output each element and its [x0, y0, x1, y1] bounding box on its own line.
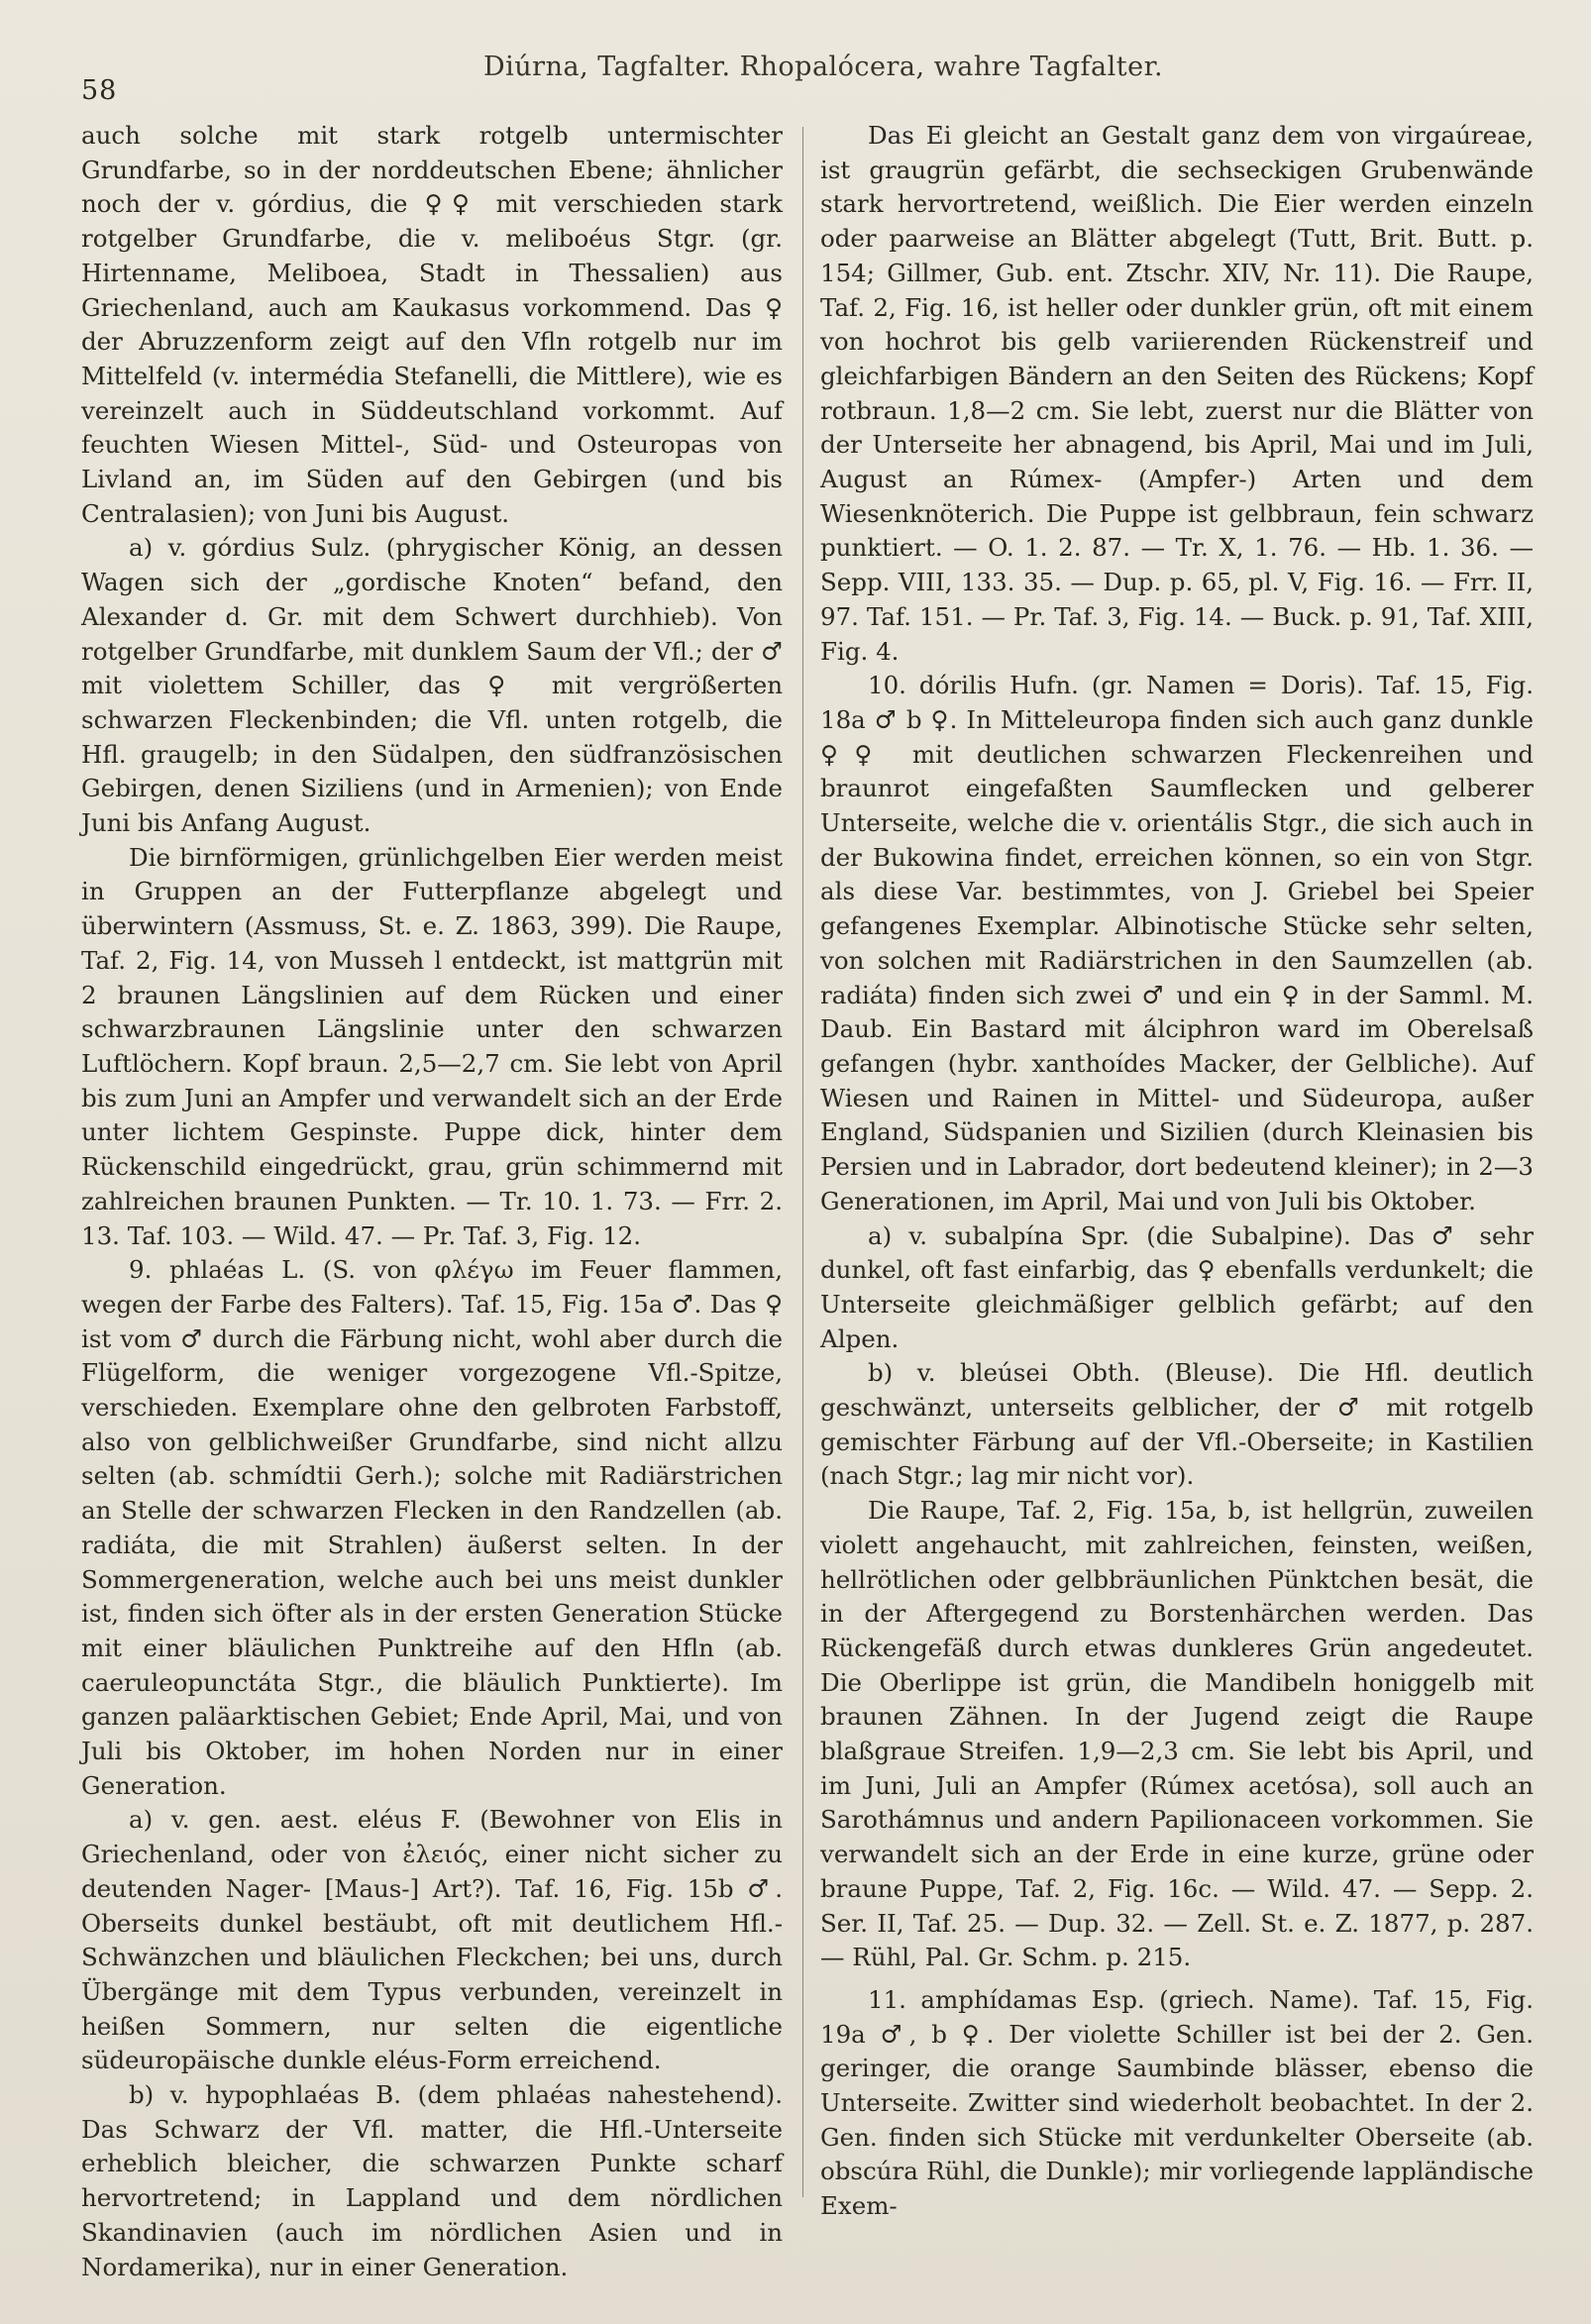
paragraph: auch solche mit stark rotgelb untermischter Grundfarbe, so in der norddeutschen Ebene; ähnlicher noch der v. górdius, die ♀♀ mit verschieden stark rotgelber Grundfarbe, die v. meliboéus Stgr. (gr. Hirtenname, Meliboea, Stadt in Thessalien) aus Griechenland, auch am Kaukasus vorkommend. Das ♀ der Abruzzenform zeigt auf den Vfln rotgelb nur im Mittelfeld (v. intermédia Stefanelli, die Mittlere), wie es vereinzelt auch in Süddeutschland vorkommt. Auf feuchten Wiesen Mittel-, Süd- und Osteuropas von Livland an, im Süden auf den Gebirgen (und bis Centralasien); von Juni bis August. — [81, 121, 783, 528]
page-number: 58 — [81, 75, 118, 106]
paragraph: a) v. gen. aest. eléus F. (Bewohner von Elis in Griechenland, oder von ἐλειός, einer nicht sicher zu deutenden Nager- [Maus-] Art?). Taf. 16, Fig. 15b ♂. Oberseits dunkel bestäubt, oft mit deutlichem Hfl.-Schwänzchen und bläulichen Fleckchen; bei uns, durch Übergänge mit dem Typus verbunden, vereinzelt in heißen Sommern, nur selten die eigentliche südeuropäische dunkle eléus-Form erreichend. — [81, 1805, 783, 2075]
column-divider — [802, 127, 803, 2197]
paragraph: a) v. subalpína Spr. (die Subalpine). Das ♂ sehr dunkel, oft fast einfarbig, das ♀ ebenfalls verdunkelt; die Unterseite gleichmäßiger gelblich gefärbt; auf den Alpen. — [820, 1220, 1534, 1353]
left-column — [81, 119, 783, 2284]
paragraph: a) v. górdius Sulz. (phrygischer König, an dessen Wagen sich der „gordische Knoten“ befand, den Alexander d. Gr. mit dem Schwert durchhieb). Von rotgelber Grundfarbe, mit dunklem Saum der Vfl.; der ♂ mit violettem Schiller, das ♀ mit vergrößerten schwarzen Fleckenbinden; die Vfl. unten rotgelb, die Hfl. graugelb; in den Südalpen, den südfranzösischen Gebirgen, denen Siziliens (und in Armenien); von Ende Juni bis Anfang August. — [81, 533, 783, 838]
paragraph: b) v. bleúsei Obth. (Bleuse). Die Hfl. deutlich geschwänzt, unterseits gelblicher, der ♂ mit rotgelb gemischter Färbung auf der Vfl.-Oberseite; in Kastilien (nach Stgr.; lag mir nicht vor). — [820, 1358, 1534, 1491]
species-entry-phlaeas: 9. phlaéas L. (S. von φλέγω im Feuer flammen, wegen der Farbe des Falters). Taf. 15, Fig. 15a ♂. Das ♀ ist vom ♂ durch die Färbung nicht, wohl aber durch die Flügelform, die weniger vorgezogene Vfl.-Spitze, verschieden. Exemplare ohne den gelbroten Farbstoff, also von gelblichweißer Grundfarbe, sind nicht allzu selten (ab. schmídtii Gerh.); solche mit Radiärstrichen an Stelle der schwarzen Flecken in den Randzellen (ab. radiáta, die mit Strahlen) äußerst selten. In der Sommergeneration, welche auch bei uns meist dunkler ist, finden sich öfter als in der ersten Generation Stücke mit einer bläulichen Punktreihe auf den Hfln (ab. caeruleopunctáta Stgr., die bläulich Punktierte). Im ganzen paläarktischen Gebiet; Ende April, Mai, und von Juli bis Oktober, im hohen Norden nur in einer Generation. — [81, 1255, 783, 1800]
paragraph: b) v. hypophlaéas B. (dem phlaéas nahestehend). Das Schwarz der Vfl. matter, die Hfl.-Unterseite erheblich bleicher, die schwarzen Punkte scharf hervortretend; in Lappland und dem nördlichen Skandinavien (auch im nördlichen Asien und in Nordamerika), nur in einer Generation. — [81, 2080, 783, 2281]
right-column — [820, 119, 1534, 2224]
species-entry-amphidamas: 11. amphídamas Esp. (griech. Name). Taf. 15, Fig. 19a ♂, b ♀. Der violette Schiller ist bei der 2. Gen. geringer, die orange Saumbinde blässer, ebenso die Unterseite. Zwitter sind wiederholt beobachtet. In der 2. Gen. finden sich Stücke mit verdunkelter Oberseite (ab. obscúra Rühl, die Dunkle); mir vorliegende lappländische Exem- — [820, 1984, 1534, 2221]
paragraph: Das Ei gleicht an Gestalt ganz dem von virgaúreae, ist graugrün gefärbt, die sechseckigen Grubenwände stark hervortretend, weißlich. Die Eier werden einzeln oder paarweise an Blätter abgelegt (Tutt, Brit. Butt. p. 154; Gillmer, Gub. ent. Ztschr. XIV, Nr. 11). Die Raupe, Taf. 2, Fig. 16, ist heller oder dunkler grün, oft mit einem von hochrot bis gelb variierenden Rückenstreif und gleichfarbigen Bändern an den Seiten des Rückens; Kopf rotbraun. 1,8—2 cm. Sie lebt, zuerst nur die Blätter von der Unterseite her abnagend, bis April, Mai und im Juli, August an Rúmex- (Ampfer-) Arten und dem Wiesenknöterich. Die Puppe ist gelbbraun, fein schwarz punktiert. — O. 1. 2. 87. — Tr. X, 1. 76. — Hb. 1. 36. — Sepp. VIII, 133. 35. — Dup. p. 65, pl. V, Fig. 16. — Frr. II, 97. Taf. 151. — Pr. Taf. 3, Fig. 14. — Buck. p. 91, Taf. XIII, Fig. 4. — [820, 121, 1534, 666]
paragraph: Die Raupe, Taf. 2, Fig. 15a, b, ist hellgrün, zuweilen violett angehaucht, mit zahlreichen, feinsten, weißen, hellrötlichen oder gelbbräunlichen Pünktchen besät, die in der Aftergegend zu Borstenhärchen werden. Das Rückengefäß durch etwas dunkleres Grün angedeutet. Die Oberlippe ist grün, die Mandibeln honiggelb mit braunen Zähnen. In der Jugend zeigt die Raupe blaßgraue Streifen. 1,9—2,3 cm. Sie lebt bis April, und im Juni, Juli an Ampfer (Rúmex acetósa), soll auch an Sarothámnus und andern Papilionaceen vorkommen. Sie verwandelt sich an der Erde in eine kurze, grüne oder braune Puppe, Taf. 2, Fig. 16c. — Wild. 47. — Sepp. 2. Ser. II, Taf. 25. — Dup. 32. — Zell. St. e. Z. 1877, p. 287. — Rühl, Pal. Gr. Schm. p. 215. — [820, 1496, 1534, 1972]
paragraph: Die birnförmigen, grünlichgelben Eier werden meist in Gruppen an der Futterpflanze abgelegt und überwintern (Assmuss, St. e. Z. 1863, 399). Die Raupe, Taf. 2, Fig. 14, von Musseh l entdeckt, ist mattgrün mit 2 braunen Längslinien auf dem Rücken und einer schwarzbraunen Längslinie unter den schwarzen Luftlöchern. Kopf braun. 2,5—2,7 cm. Sie lebt von April bis zum Juni an Ampfer und verwandelt sich an der Erde unter lichtem Gespinste. Puppe dick, hinter dem Rückenschild eingedrückt, grau, grün schimmernd mit zahlreichen braunen Punkten. — Tr. 10. 1. 73. — Frr. 2. 13. Taf. 103. — Wild. 47. — Pr. Taf. 3, Fig. 12. — [81, 842, 783, 1250]
running-head: Diúrna, Tagfalter. Rhopalócera, wahre Tagfalter. — [483, 52, 1164, 82]
species-entry-dorilis: 10. dórilis Hufn. (gr. Namen = Doris). Taf. 15, Fig. 18a ♂ b ♀. In Mitteleuropa finden sich auch ganz dunkle ♀♀ mit deutlichen schwarzen Fleckenreihen und braunrot eingefaßten Saumflecken und gelberer Unterseite, welche die v. orientális Stgr., die sich auch in der Bukowina findet, erreichen können, so ein von Stgr. als diese Var. bestimmtes, von J. Griebel bei Speier gefangenes Exemplar. Albinotische Stücke sehr selten, von solchen mit Radiärstrichen in den Saumzellen (ab. radiáta) finden sich zwei ♂ und ein ♀ in der Samml. M. Daub. Ein Bastard mit álciphron ward im Oberelsaß gefangen (hybr. xanthoídes Macker, der Gelbliche). Auf Wiesen und Rainen in Mittel- und Südeuropa, außer England, Südspanien und Sizilien (durch Kleinasien bis Persien und in Labrador, dort bedeutend kleiner); in 2—3 Generationen, im April, Mai und von Juli bis Oktober. — [820, 671, 1534, 1215]
